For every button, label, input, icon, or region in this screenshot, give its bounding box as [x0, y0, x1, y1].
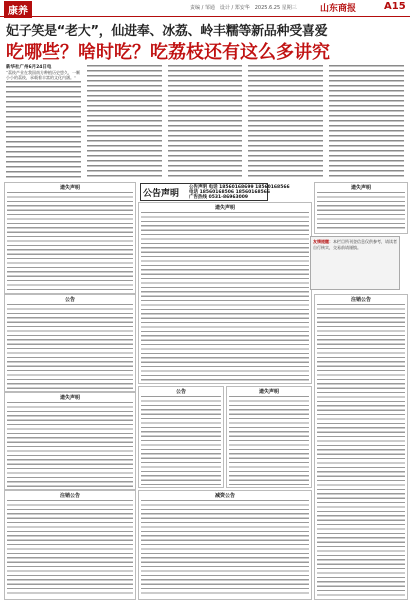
article-intro: “荔枝产业在我国南方种植历史悠久，一颗小小的荔枝，承载着丰富的文化内涵。” [6, 70, 81, 80]
ad-phones [189, 185, 290, 200]
ad-block-title: 遗失声明 [258, 389, 279, 395]
ad-block [314, 182, 408, 234]
reminder-body: 本栏目所刊登信息仅供参考，请读者自行核实，交易前请谨慎。 [313, 239, 397, 250]
ad-text [7, 191, 133, 291]
article-column-3 [168, 64, 243, 178]
ad-text [141, 395, 221, 485]
reminder-box [310, 236, 400, 290]
text-lines [6, 80, 81, 178]
headline-line1: 妃子笑是“老大”，仙进奉、冰荔、岭丰糯等新品种受喜爱 [6, 24, 328, 39]
section-tag: 康养 [4, 1, 32, 18]
ad-block [138, 386, 224, 488]
ad-block [4, 392, 136, 490]
ad-block-title: 遗失声明 [214, 205, 235, 211]
ad-block [4, 294, 136, 392]
ad-block-title: 注销公告 [350, 297, 371, 303]
article-column-1 [6, 64, 81, 178]
article-column-4 [248, 64, 323, 178]
ad-text [317, 191, 405, 231]
ad-text [317, 303, 405, 597]
newspaper-name: 山东商报 [320, 4, 357, 14]
page-meta: 责编 / 邹通 设计 / 郑安华 2025.6.25 星期三 [190, 5, 297, 11]
ad-block-title: 公告 [64, 297, 75, 303]
ad-text [7, 401, 133, 487]
ad-phone-line: 广告热线 0531-86963009 [189, 195, 249, 200]
page-number: A15 [384, 1, 406, 12]
ad-text [229, 395, 309, 485]
ad-block-title: 遗失声明 [350, 185, 371, 191]
ad-block [226, 386, 312, 488]
headline-line2: 吃哪些？啥时吃？吃荔枝还有这么多讲究 [6, 42, 330, 63]
ad-header-box [140, 183, 290, 201]
reminder-title: 友情提醒： [313, 239, 333, 244]
text-lines [248, 64, 323, 178]
article-body [6, 64, 404, 178]
ad-block-title: 公告 [175, 389, 186, 395]
ad-text [7, 303, 133, 389]
article-column-2 [87, 64, 162, 178]
ad-block-title: 减资公告 [214, 493, 235, 499]
ad-mark: 公告声明 [143, 189, 180, 199]
text-lines [168, 64, 243, 178]
ad-block [138, 202, 312, 384]
page-header [0, 0, 410, 17]
ad-block [4, 182, 136, 294]
article-column-5 [329, 64, 404, 178]
ad-block [4, 490, 136, 600]
ad-block-title: 注销公告 [59, 493, 80, 499]
ad-text [141, 499, 309, 597]
ad-block [314, 294, 408, 600]
ad-block-title: 遗失声明 [59, 395, 80, 401]
ad-block-title: 遗失声明 [59, 185, 80, 191]
ad-text [7, 499, 133, 597]
text-lines [329, 64, 404, 178]
ad-phone-line: 公告声明 电话 18560168699 18560168566 [189, 185, 290, 190]
ad-phone-line: 电话 18560168506 18560168566 [189, 190, 271, 195]
text-lines [87, 64, 162, 178]
article-lead: 新华社广州6月24日电 [6, 65, 52, 70]
ad-text [141, 211, 309, 381]
ad-block [138, 490, 312, 600]
